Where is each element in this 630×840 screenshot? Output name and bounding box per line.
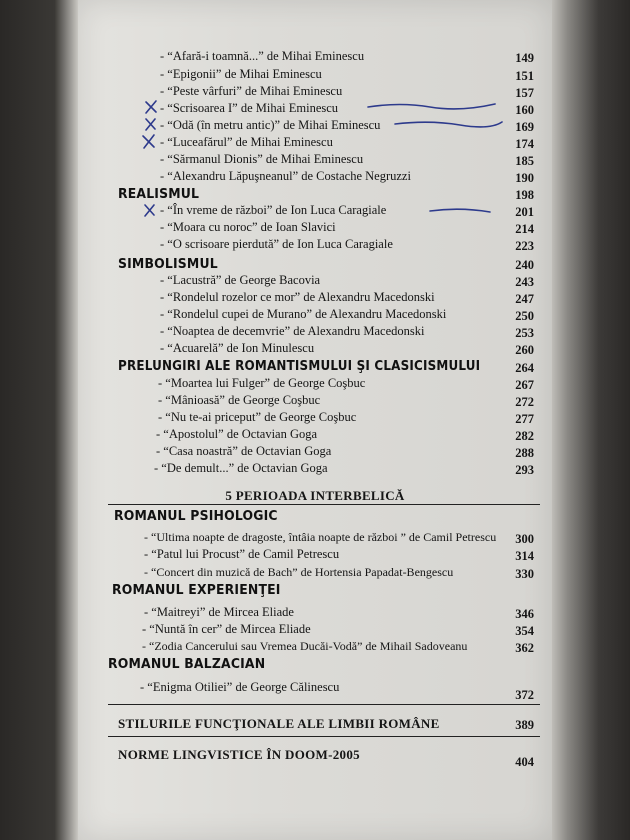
list-item: - “Odă (în metru antic)” de Mihai Eminescu 169 (160, 118, 534, 134)
list-item: - “În vreme de război” de Ion Luca Caragiale 201 (160, 203, 534, 219)
list-item: - “Casa noastră” de Octavian Goga 288 (156, 444, 534, 460)
section-heading-styles: STILURILE FUNCŢIONALE ALE LIMBII ROMÂNE 389 (118, 716, 534, 732)
book-spine-shadow (0, 0, 78, 840)
list-item: - “Nu te-ai priceput” de George Coşbuc 277 (158, 410, 534, 426)
list-item: - “Patul lui Procust” de Camil Petrescu 314 (144, 547, 534, 563)
list-item: - “Nuntă în cer” de Mircea Eliade 354 (142, 622, 534, 638)
list-item: - “Moartea lui Fulger” de George Coşbuc 267 (158, 376, 534, 392)
list-item: - “Alexandru Lăpuşneanul” de Costache Negruzzi 190 (160, 169, 534, 185)
list-item: - “Rondelul rozelor ce mor” de Alexandru Macedonski 247 (160, 290, 534, 306)
section-heading-realism: REALISMUL 198 (118, 186, 534, 202)
list-item: - “Peste vârfuri” de Mihai Eminescu 157 (160, 84, 534, 100)
section-heading-balzacian: ROMANUL BALZACIAN (108, 656, 266, 672)
list-item: - “Scrisoarea I” de Mihai Eminescu 160 (160, 101, 534, 117)
list-item: - “Zodia Cancerului sau Vremea Ducăi-Vodă” de Mihail Sadoveanu 362 (142, 639, 534, 655)
section-heading-norms: NORME LINGVISTICE ÎN DOOM-2005 404 (118, 747, 534, 769)
list-item: - “Mânioasă” de George Coşbuc 272 (158, 393, 534, 409)
list-item: - “Afară-i toamnă...” de Mihai Eminescu 149 (160, 49, 534, 65)
period-heading: 5 PERIOADA INTERBELICĂ (225, 488, 405, 503)
list-item: - “De demult...” de Octavian Goga 293 (154, 461, 534, 477)
list-item: - “Lacustră” de George Bacovia 243 (160, 273, 534, 289)
list-item: - “Ultima noapte de dragoste, întâia noapte de război ” de Camil Petrescu 300 (144, 530, 534, 546)
list-item: - “Maitreyi” de Mircea Eliade 346 (144, 605, 534, 621)
page-edge-shadow (552, 0, 630, 840)
toc-page (78, 0, 552, 840)
list-item: - “Noaptea de decemvrie” de Alexandru Macedonski 253 (160, 324, 534, 340)
list-item: - “Rondelul cupei de Murano” de Alexandru Macedonski 250 (160, 307, 534, 323)
list-item: - “Sărmanul Dionis” de Mihai Eminescu 185 (160, 152, 534, 168)
list-item: - “Concert din muzică de Bach” de Hortensia Papadat-Bengescu 330 (144, 565, 534, 581)
list-item: - “Moara cu noroc” de Ioan Slavici 214 (160, 220, 534, 236)
section-heading-psychological: ROMANUL PSIHOLOGIC (114, 508, 278, 524)
list-item: - “O scrisoare pierdută” de Ion Luca Caragiale 223 (160, 237, 534, 253)
list-item: - “Epigonii” de Mihai Eminescu 151 (160, 67, 534, 83)
section-heading-extensions: PRELUNGIRI ALE ROMANTISMULUI ŞI CLASICISMULUI 264 (118, 359, 534, 375)
divider (108, 736, 540, 737)
divider (108, 504, 540, 505)
divider (108, 704, 540, 705)
list-item: - “Apostolul” de Octavian Goga 282 (156, 427, 534, 443)
section-heading-symbolism: SIMBOLISMUL 240 (118, 256, 534, 272)
list-item: - “Luceafărul” de Mihai Eminescu 174 (160, 135, 534, 151)
list-item: - “Acuarelă” de Ion Minulescu 260 (160, 341, 534, 357)
section-heading-experience: ROMANUL EXPERIENŢEI (112, 582, 281, 598)
list-item: - “Enigma Otiliei” de George Călinescu 372 (140, 680, 534, 702)
